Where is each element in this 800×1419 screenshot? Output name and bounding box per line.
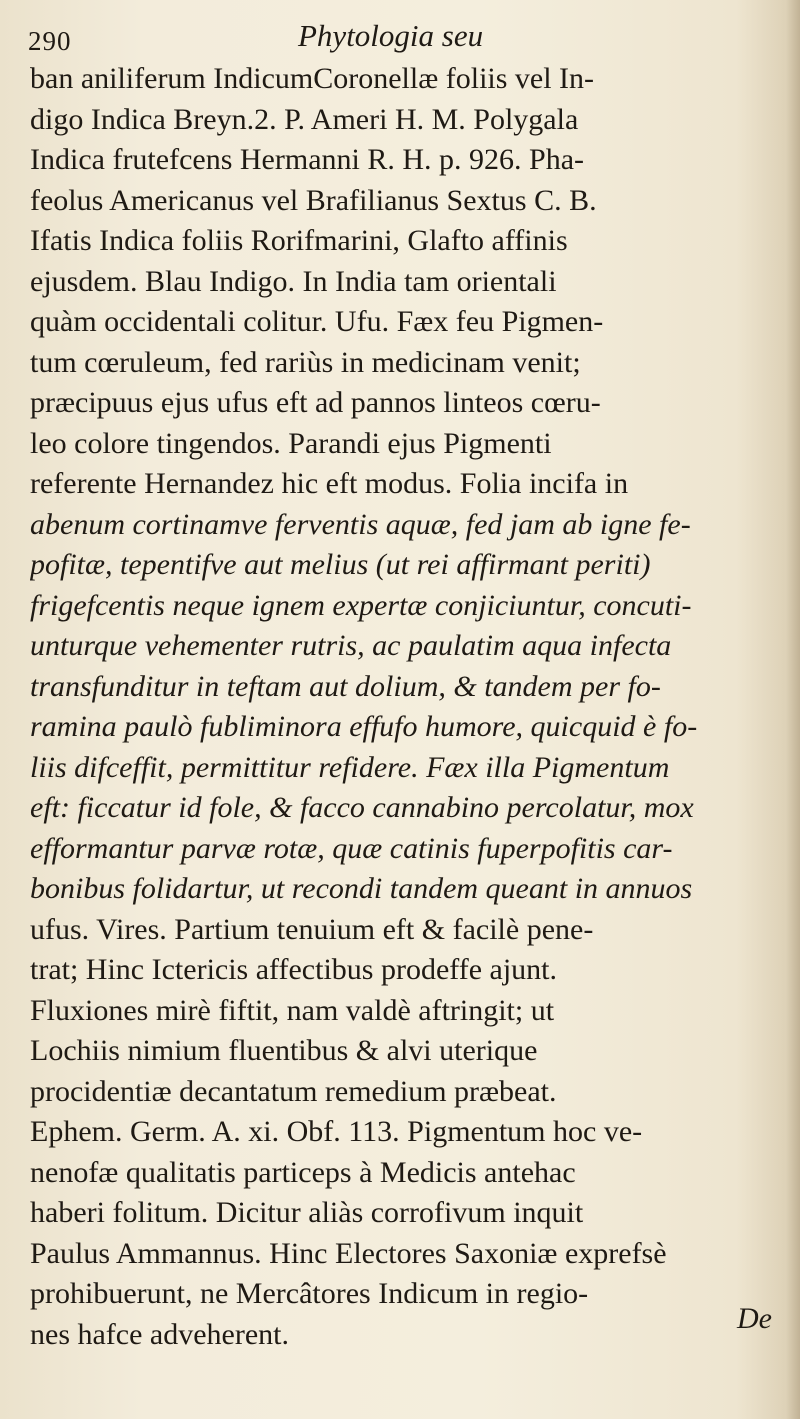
running-head: Phytologia seu — [298, 18, 484, 53]
text-line: transfunditur in teftam aut dolium, & tandem per fo- — [30, 669, 661, 703]
text-line: Paulus Ammannus. Hinc Electores Saxoniæ exprefsè — [30, 1236, 667, 1270]
text-line: Indica frutefcens Hermanni R. H. p. 926. Pha- — [30, 143, 585, 176]
text-line: prohibuerunt, ne Mercâtores Indicum in regio- — [30, 1277, 589, 1310]
text-line: Ifatis Indica foliis Rorifmarini, Glafto affinis — [30, 224, 568, 257]
text-line: digo Indica Breyn.2. P. Ameri H. M. Polygala — [30, 102, 579, 136]
text-line: præcipuus ejus ufus eft ad pannos linteos cœru- — [30, 386, 601, 419]
text-line: procidentiæ decantatum remedium præbeat. — [30, 1074, 557, 1108]
text-line: efformantur parvæ rotæ, quæ catinis fuperpofitis car- — [30, 831, 673, 865]
text-line: nenofæ qualitatis particeps à Medicis antehac — [30, 1155, 576, 1189]
text-line: bonibus folidartur, ut recondi tandem queant in annuos — [30, 872, 693, 905]
page-header — [28, 14, 768, 58]
text-line: ban aniliferum IndicumCoronellæ foliis vel In- — [30, 62, 595, 95]
text-line: quàm occidentali colitur. Ufu. Fæx feu Pigmen- — [30, 305, 604, 338]
catchword: De — [737, 1302, 772, 1335]
text-line: ejusdem. Blau Indigo. In India tam orientali — [30, 264, 557, 298]
text-line: ramina paulò fubliminora effufo humore, quicquid è fo- — [30, 710, 698, 743]
text-line: ufus. Vires. Partium tenuium eft & facilè pene- — [30, 912, 594, 946]
text-line: liis difceffit, permittitur refidere. Fæx illa Pigmentum — [30, 750, 670, 784]
text-line: referente Hernandez hic eft modus. Folia incifa in — [30, 467, 629, 500]
text-line: leo colore tingendos. Parandi ejus Pigmenti — [30, 426, 552, 460]
text-line: eft: ficcatur id fole, & facco cannabino percolatur, mox — [30, 791, 694, 824]
page-edge-shadow — [786, 0, 800, 1419]
text-line: unturque vehementer rutris, ac paulatim aqua infecta — [30, 629, 672, 662]
text-line: Fluxiones mirè fiftit, nam valdè aftringit; ut — [30, 993, 555, 1027]
text-line: feolus Americanus vel Brafilianus Sextus C. B. — [30, 183, 597, 217]
text-line: nes hafce adveherent. — [30, 1317, 290, 1351]
text-line: pofitæ, tepentifve aut melius (ut rei affirmant periti) — [30, 548, 651, 581]
text-line: trat; Hinc Ictericis affectibus prodeffe ajunt. — [30, 953, 558, 986]
text-line: tum cœruleum, fed rariùs in medicinam venit; — [30, 345, 581, 379]
text-line: Lochiis nimium fluentibus & alvi uterique — [30, 1034, 538, 1067]
text-line: frigefcentis neque ignem expertæ conjiciuntur, concuti- — [30, 588, 692, 622]
text-line: Ephem. Germ. A. xi. Obf. 113. Pigmentum hoc ve- — [30, 1115, 643, 1148]
body-text — [30, 59, 775, 1355]
text-line: abenum cortinamve ferventis aquæ, fed jam ab igne fe- — [30, 507, 691, 541]
page-number: 290 — [28, 26, 72, 56]
text-line: haberi folitum. Dicitur aliàs corrofivum inquit — [30, 1196, 584, 1229]
